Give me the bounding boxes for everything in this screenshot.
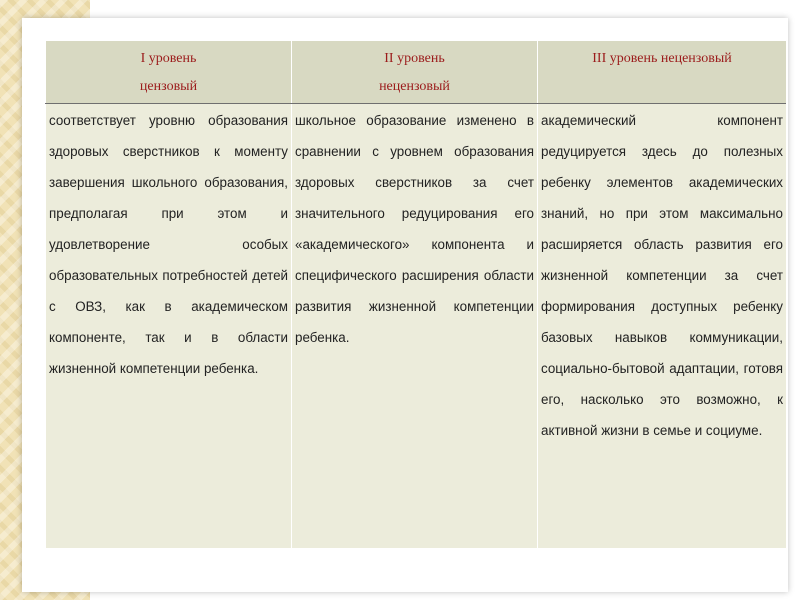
education-levels-table bbox=[45, 40, 787, 549]
cell-level-3-description: академический компонент редуцируется здесь до полезных ребенку элементов академических знаний, но при этом максимально расширяется область развития его жизненной компетенции за счет формирования доступных ребенку базовых навыков коммуникации, социально-бытовой адаптации, готовя его, насколько это возможно, к активной жизни в семье и социуме. bbox=[538, 104, 787, 549]
header-level-1-subtitle: цензовый bbox=[139, 79, 198, 94]
header-level-2-title: II уровень bbox=[384, 51, 445, 66]
table-header-row bbox=[46, 41, 787, 104]
cell-level-1-description: соответствует уровню образования здоровых сверстников к моменту завершения школьного образования, предполагая при этом и удовлетворение особых образовательных потребностей детей с ОВЗ, как в академическом компоненте, так и в области жизненной компетенции ребенка. bbox=[46, 104, 292, 549]
header-level-2-subtitle: нецензовый bbox=[379, 79, 450, 94]
header-level-3 bbox=[538, 41, 787, 104]
header-level-1 bbox=[46, 41, 292, 104]
header-separator-line bbox=[45, 103, 786, 104]
header-level-2 bbox=[292, 41, 538, 104]
header-level-3-title: III уровень нецензовый bbox=[592, 51, 732, 66]
header-level-1-title: I уровень bbox=[140, 51, 197, 66]
table-row bbox=[46, 104, 787, 549]
cell-level-2-description: школьное образование изменено в сравнении с уровнем образования здоровых сверстников за счет значительного редуцирования его «академического» компонента и специфического расширения области развития жизненной компетенции ребенка. bbox=[292, 104, 538, 549]
